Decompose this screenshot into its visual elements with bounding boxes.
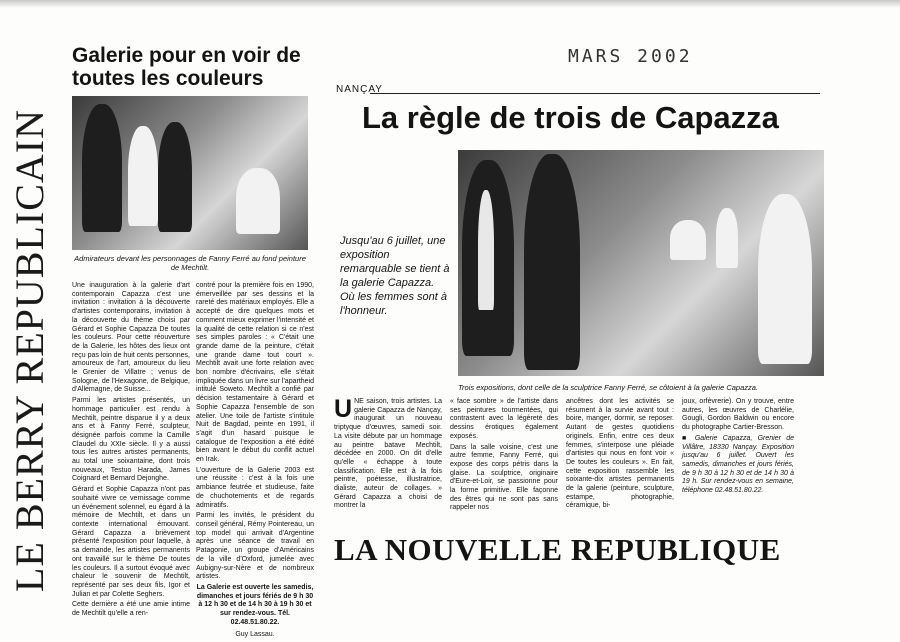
article2-headline: La règle de trois de Capazza: [362, 100, 779, 135]
photo2-sculpture2: [716, 208, 738, 268]
article2-section: NANÇAY: [336, 84, 383, 95]
masthead-nouvelle-republique: LA NOUVELLE REPUBLIQUE: [334, 532, 781, 567]
article1-col2-p1: contré pour la première fois en 1990, émerveillée par ses dessins et la rareté des matériaux employés. Elle a accepté de dire quelques mots et comment mieux exprimer l'intensité et la qualité de cette relation si ce n'est ses simples paroles : « C'était une grande dame de la peinture, c'était une grande dame tout court ». Mechtilt avait une forte relation avec bon nombre d'écrivains, elle s'était impliquée dans un livre sur l'apartheid intitulé Soweto. Mechtilt a confié par décision testamentaire à Gérard et Sophie Capazza l'ensemble de son atelier. Une toile de l'artiste s'intitule Nuit de Bagdad, peinte en 1991, il s'agit d'un hasard puisque le catalogue de l'exposition a été édité bien avant le début du conflit actuel en Irak.: [196, 282, 314, 464]
article2-column-3: [566, 398, 674, 513]
photo2-sculpture1: [670, 220, 706, 260]
article1-hours-note: La Galerie est ouverte les samedis, dimanches et jours fériés de 9 h 30 à 12 h 30 et de 14 h 30 à 19 h 30 et sur rendez-vous. Tél. 02.48.51.80.22.: [196, 583, 314, 626]
article2-col2-p2: Dans la salle voisine, c'est une autre femme, Fanny Ferré, qui expose des corps pétris dans la glaise. La sculptrice, originaire d'Eure-et-Loir, se passionne pour la forme primitive. Elle façonne des êtres qui ne sont pas sans rappeler nos: [450, 443, 558, 512]
section-rule: [370, 93, 820, 94]
masthead-vertical: [6, 90, 52, 610]
article2-intro: Jusqu'au 6 juillet, une exposition remarquable se tient à la galerie Capazza. Où les femmes sont à l'honneur.: [340, 235, 450, 317]
article2-info-text: Galerie Capazza, Grenier de Villâtre, 18330 Nançay. Exposition jusqu'au 6 juillet. Ouvert les samedis, dimanches et jours fériés, de 9 h 30 à 12 h 30 et de 14 h 30 à 19 h. Sur rendez-vous en semaine, téléphone 02.48.51.80.22.: [682, 434, 794, 495]
article2-photo: [458, 150, 824, 376]
article1-author: Guy Lassau.: [235, 631, 275, 639]
article2-col3-text: ancêtres dont les activités se résument à la survie avant tout : boire, manger, dormir, se reposer. Autant de gestes quotidiens originels. Enfin, entre ces deux femmes, s'interpose une pléiade d'artistes qui nous en font voir « De toutes les couleurs ». En fait, cette exposition rassemble les soixante-dix artistes permanents de la galerie (peinture, sculpture, estampe, photographie, céramique, bi-: [566, 398, 674, 510]
article2-column-2: [450, 398, 558, 515]
date-stamp: MARS 2002: [568, 46, 693, 67]
photo1-sculpture: [236, 168, 280, 234]
photo1-figure-man: [82, 104, 122, 232]
photo1-figure-woman: [128, 126, 158, 226]
article2-col1-text: NE saison, trois artistes. La galerie Capazza de Nançay, inaugurait un nouveau triptyque d'œuvres, samedi soir. La visite débute par un hommage au peintre batave Mechtilt, décédée en 2000. On dit d'elle qu'elle « échappe à toute classification. Elle est à la fois peintre, poétesse, illustratrice, dialiste, auteur de collages. » Gérard Capazza a choisi de montrer la: [334, 398, 442, 510]
article2-photo-caption: Trois expositions, dont celle de la sculptrice Fanny Ferré, se côtoient à la galerie Capazza.: [458, 383, 759, 392]
square-bullet-icon: ■: [682, 434, 695, 442]
article1-col1-p4: Cette dernière a été une amie intime de Mechtilt qu'elle a ren-: [72, 601, 190, 618]
article2-col4-text: joux, orfèvrerie). On y trouve, entre autres, les œuvres de Charlélie, Gougli, Gordon Baldwin ou encore du photographe Cartier-Bresson.: [682, 398, 794, 432]
photo2-sculpture3: [758, 194, 812, 364]
article2-dropcap: U: [334, 395, 353, 423]
photo2-scarf: [478, 190, 494, 310]
scan-edge-shadow: [0, 0, 900, 8]
article1-headline: Galerie pour en voir de toutes les couleurs: [72, 44, 301, 90]
masthead-berry-republicain: LE BERRY REPUBLICAIN: [6, 108, 52, 592]
article1-col1-p3: Gérard et Sophie Capazza n'ont pas souhaité vivre ce vernissage comme un événement solennel, eu égard à la mémoire de Mechtilt, et dans un contexte international émouvant. Gérard Capazza a brièvement présenté l'exposition pour laquelle, à sa demande, les artistes permanents ont travaillé sur le thème De toutes les couleurs. Il a surtout évoqué avec chaleur le souvenir de Mechtilt, représenté par ses deux fils, Igor et Julian et par Colette Seghers.: [72, 486, 190, 598]
photo1-figure-man2: [158, 122, 192, 232]
article1-col1-p2: Parmi les artistes présentés, un hommage particulier est rendu à Mechtilt, peintre disparue il y a deux ans et à Fanny Ferré, sculpteur, désignée parfois comme la Camille Claudel du XXIe siècle. Il y a aussi tous les autres artistes permanents, au total une soixantaine, dont trois nouveaux, Testuo Harada, James Coignard et Bernard Dejonghe.: [72, 397, 190, 483]
article1-col2-p2: L'ouverture de la Galerie 2003 est une réussite : c'est à la fois une ambiance feutrée et studieuse, faite de chuchotements et de regards admiratifs.: [196, 466, 314, 509]
article1-col1-p1: Une inauguration à la galerie d'art contemporain Capazza c'est une invitation : invitation à la découverte d'artistes contemporains, invitation à la découverte du thème choisi par Gérard et Sophie Capazza De toutes les couleurs. Pour cette réouverture de la Galerie, les hôtes des lieux ont reçu pas loin de huit cents personnes, amoureux de l'art, amoureux du lieu le Grenier de Villatre ; venus de Sologne, de l'Hexagone, de Belgique, d'Allemagne, de Suisse...: [72, 282, 190, 394]
article1-photo-caption: Admirateurs devant les personnages de Fanny Ferré au fond peinture de Mechtilt.: [74, 254, 306, 272]
article1-photo: [72, 96, 308, 250]
article1-column-1: [72, 282, 190, 621]
photo2-figure-woman2: [524, 154, 580, 370]
article2-info-box: [682, 435, 794, 496]
article2-column-4: [682, 398, 794, 498]
article1-column-2: [196, 282, 314, 642]
article2-column-1: [334, 395, 442, 511]
article1-col2-p3: Parmi les invités, le président du conseil général, Rémy Pointereau, un top model qui arrivait d'Argentine après une séance de travail en Patagonie, un groupe d'Américains de la ville d'Oxford, jumelée avec Aubigny-sur-Nère et de nombreux artistes.: [196, 512, 314, 581]
article2-col2-p1: « face sombre » de l'artiste dans ses peintures tourmentées, qui contrastent avec la légèreté des dessins érotiques également exposés.: [450, 398, 558, 440]
